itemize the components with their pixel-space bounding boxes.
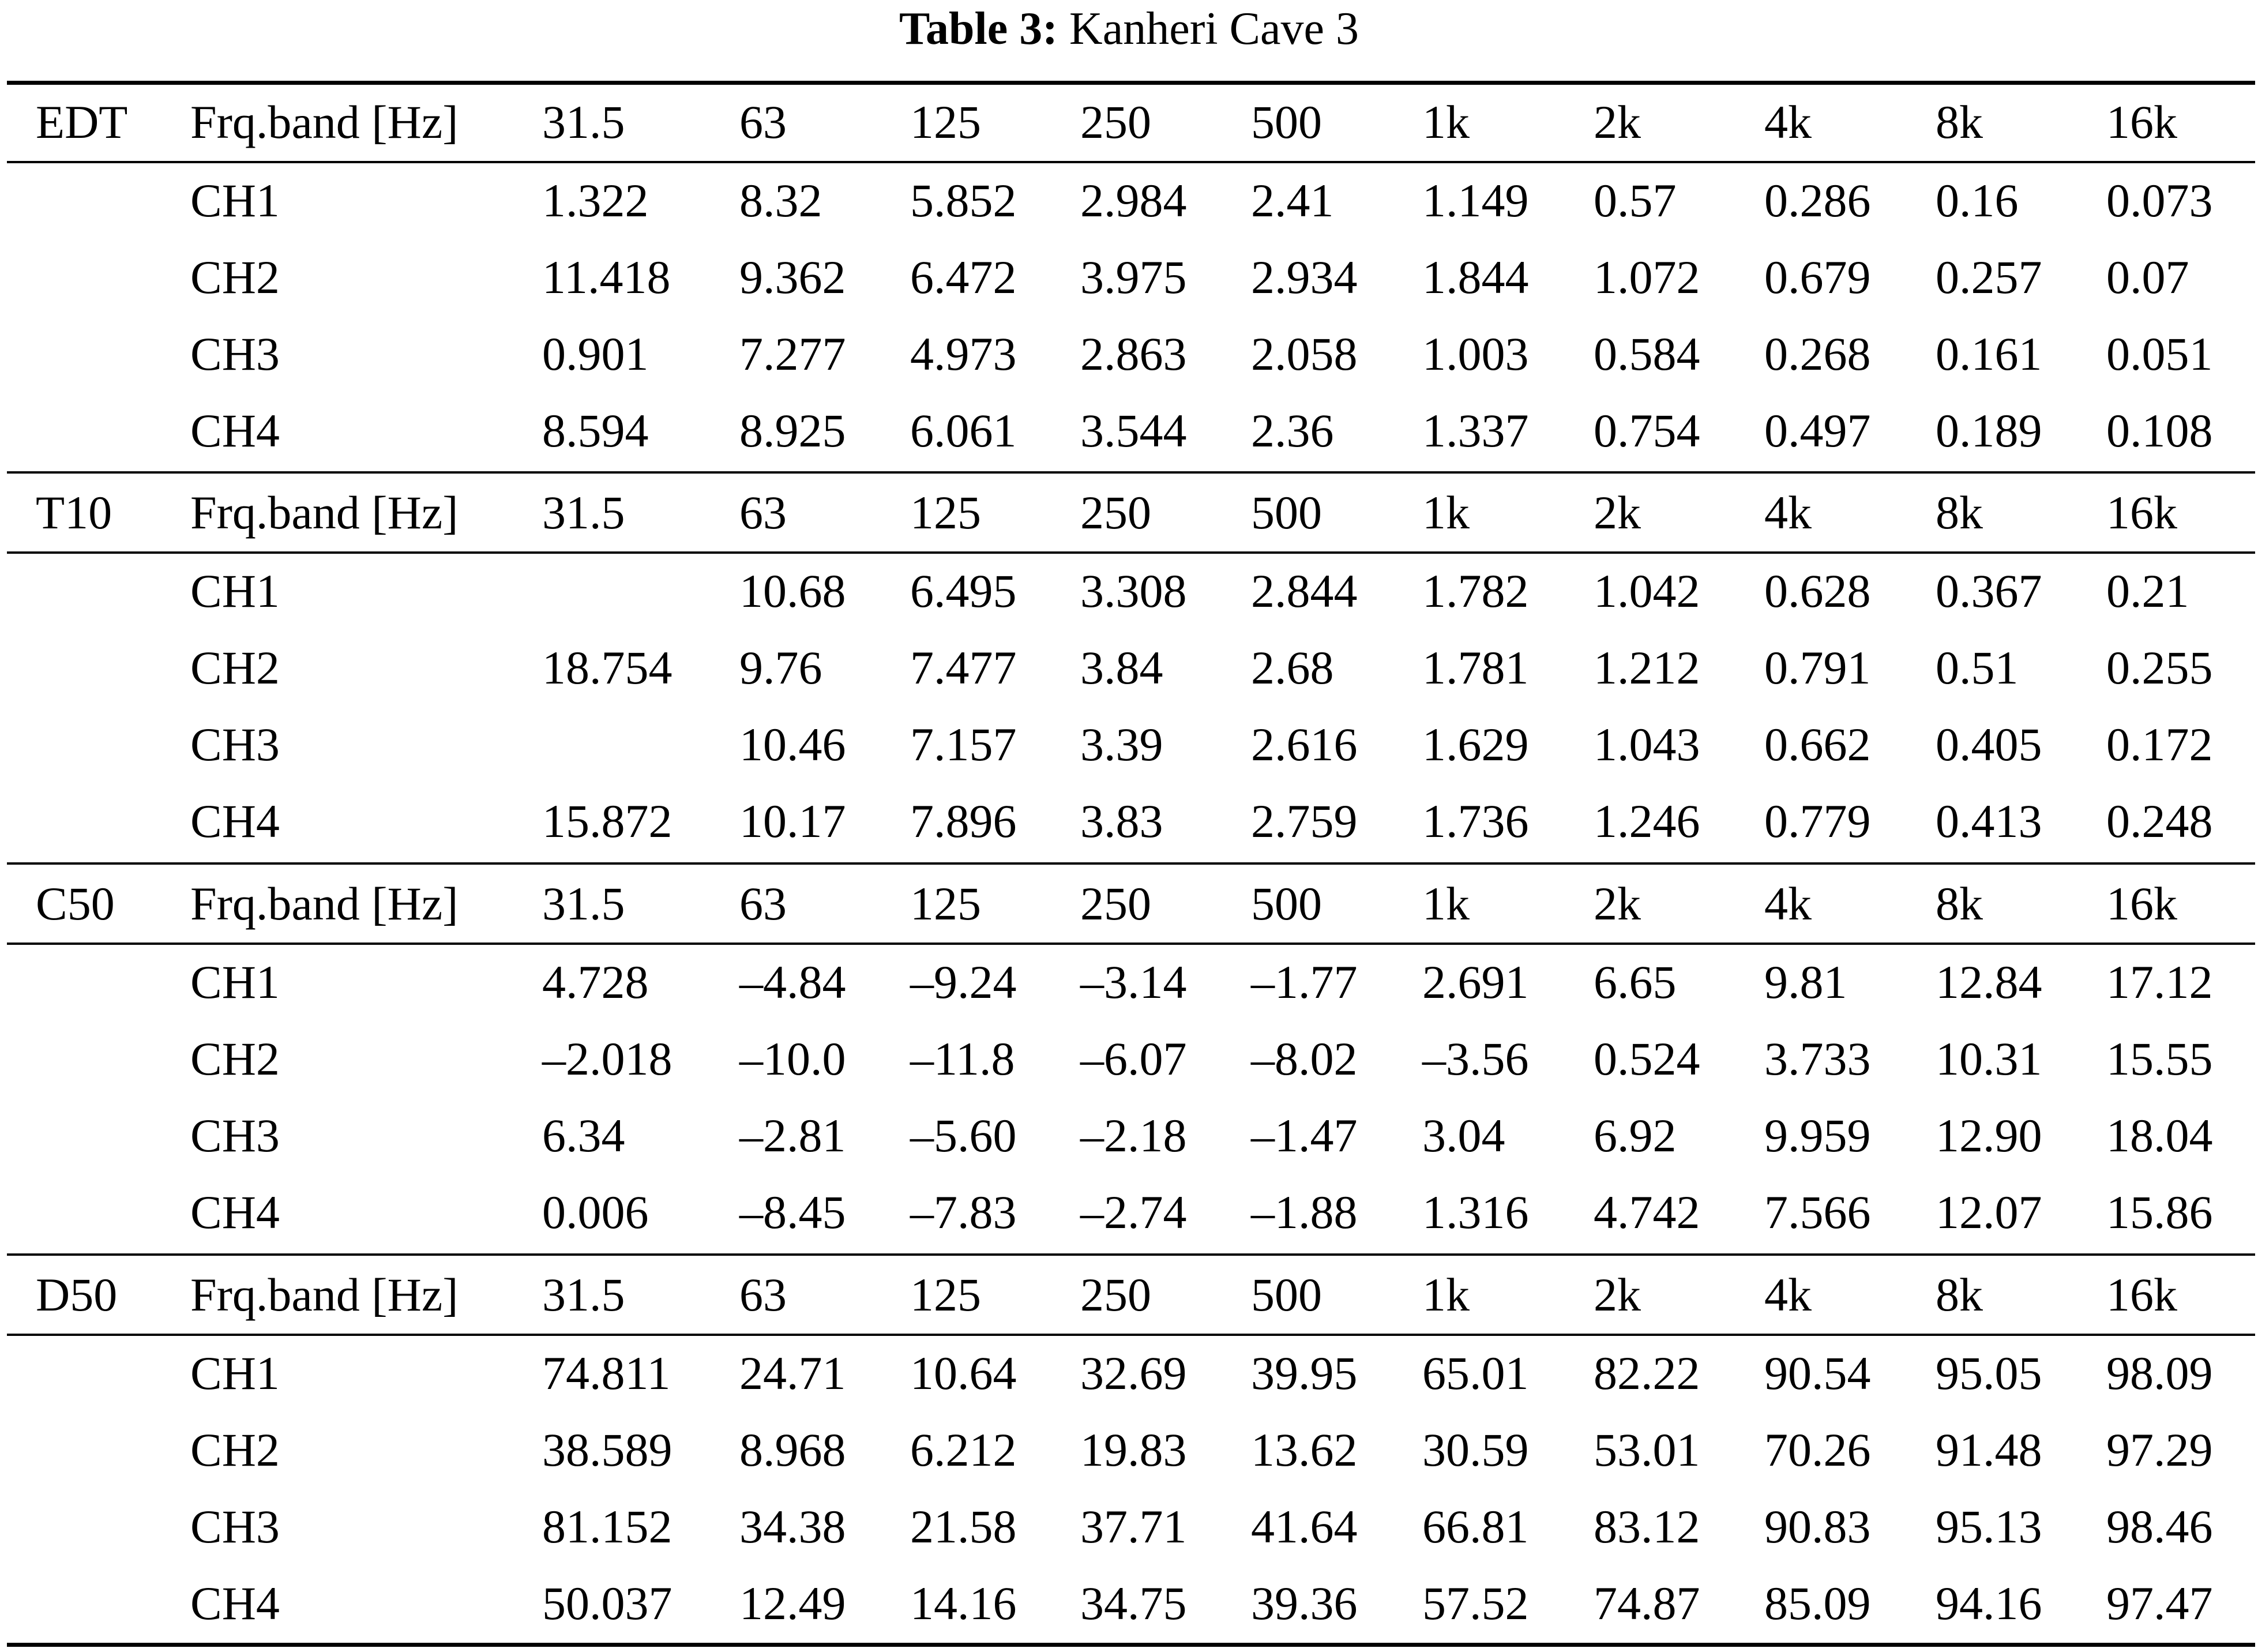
value-cell: 5.852: [910, 174, 1017, 227]
value-cell: 11.418: [542, 251, 671, 303]
band-cell: 500: [1251, 96, 1322, 148]
channel-label: CH2: [190, 1032, 280, 1085]
value-cell: 7.157: [910, 718, 1017, 771]
value-cell: 2.41: [1251, 174, 1334, 227]
value-cell: –9.24: [910, 956, 1017, 1008]
value-cell: 41.64: [1251, 1500, 1358, 1553]
band-label: Frq.band [Hz]: [190, 486, 459, 539]
value-cell: 0.161: [1936, 328, 2042, 380]
value-cell: 30.59: [1422, 1424, 1529, 1476]
value-cell: 85.09: [1764, 1577, 1871, 1630]
value-cell: –3.14: [1080, 956, 1187, 1008]
value-cell: 0.257: [1936, 251, 2042, 303]
section-header-row: [0, 85, 2258, 161]
value-cell: –5.60: [910, 1109, 1017, 1162]
value-cell: –2.74: [1080, 1186, 1187, 1238]
value-cell: 0.901: [542, 328, 649, 380]
band-cell: 4k: [1764, 1268, 1812, 1321]
value-cell: 0.172: [2106, 718, 2213, 771]
value-cell: –8.45: [739, 1186, 846, 1238]
value-cell: 1.782: [1422, 565, 1529, 617]
value-cell: 15.86: [2106, 1186, 2213, 1238]
top-rule: [7, 81, 2255, 85]
section-header-row: [0, 475, 2258, 551]
section-divider-rule: [7, 1253, 2255, 1256]
band-cell: 63: [739, 877, 787, 930]
band-cell: 31.5: [542, 877, 625, 930]
value-cell: 2.759: [1251, 795, 1358, 847]
band-cell: 250: [1080, 96, 1151, 148]
value-cell: 82.22: [1594, 1347, 1700, 1399]
value-cell: 13.62: [1251, 1424, 1358, 1476]
value-cell: 7.277: [739, 328, 846, 380]
value-cell: 90.83: [1764, 1500, 1871, 1553]
value-cell: 10.17: [739, 795, 846, 847]
value-cell: 74.811: [542, 1347, 671, 1399]
value-cell: 83.12: [1594, 1500, 1700, 1553]
band-cell: 125: [910, 877, 981, 930]
value-cell: 0.07: [2106, 251, 2189, 303]
table-row: [0, 1566, 2258, 1643]
value-cell: 14.16: [910, 1577, 1017, 1630]
value-cell: 0.286: [1764, 174, 1871, 227]
value-cell: 0.073: [2106, 174, 2213, 227]
value-cell: 0.21: [2106, 565, 2189, 617]
value-cell: 3.83: [1080, 795, 1163, 847]
value-cell: 2.616: [1251, 718, 1358, 771]
value-cell: 50.037: [542, 1577, 672, 1630]
value-cell: 6.212: [910, 1424, 1017, 1476]
value-cell: 6.92: [1594, 1109, 1677, 1162]
value-cell: 0.497: [1764, 404, 1871, 457]
value-cell: 15.872: [542, 795, 672, 847]
table-row: [0, 317, 2258, 393]
value-cell: 57.52: [1422, 1577, 1529, 1630]
value-cell: 8.925: [739, 404, 846, 457]
band-cell: 500: [1251, 1268, 1322, 1321]
value-cell: –6.07: [1080, 1032, 1187, 1085]
table-row: [0, 1022, 2258, 1098]
band-cell: 250: [1080, 877, 1151, 930]
value-cell: 24.71: [739, 1347, 846, 1399]
value-cell: 10.31: [1936, 1032, 2042, 1085]
value-cell: 6.65: [1594, 956, 1677, 1008]
band-cell: 31.5: [542, 486, 625, 539]
value-cell: 4.973: [910, 328, 1017, 380]
section-header-row: [0, 866, 2258, 943]
value-cell: 1.736: [1422, 795, 1529, 847]
table-row: [0, 1336, 2258, 1413]
channel-label: CH4: [190, 404, 280, 457]
value-cell: 7.896: [910, 795, 1017, 847]
band-cell: 8k: [1936, 96, 1983, 148]
band-label: Frq.band [Hz]: [190, 96, 459, 148]
value-cell: 12.49: [739, 1577, 846, 1630]
value-cell: 3.733: [1764, 1032, 1871, 1085]
band-cell: 31.5: [542, 96, 625, 148]
band-cell: 4k: [1764, 877, 1812, 930]
section-header-row: [0, 1257, 2258, 1334]
table-row: [0, 163, 2258, 240]
band-cell: 16k: [2106, 486, 2177, 539]
value-cell: 3.04: [1422, 1109, 1505, 1162]
value-cell: 98.09: [2106, 1347, 2213, 1399]
value-cell: 81.152: [542, 1500, 672, 1553]
section-divider-rule: [7, 471, 2255, 474]
value-cell: 10.68: [739, 565, 846, 617]
band-label: Frq.band [Hz]: [190, 877, 459, 930]
band-cell: 8k: [1936, 1268, 1983, 1321]
value-cell: 0.754: [1594, 404, 1700, 457]
value-cell: 3.39: [1080, 718, 1163, 771]
value-cell: 3.975: [1080, 251, 1187, 303]
table-row: [0, 1175, 2258, 1252]
band-cell: 63: [739, 1268, 787, 1321]
value-cell: –11.8: [910, 1032, 1015, 1085]
value-cell: 1.316: [1422, 1186, 1529, 1238]
value-cell: 6.495: [910, 565, 1017, 617]
value-cell: 10.64: [910, 1347, 1017, 1399]
value-cell: 2.36: [1251, 404, 1334, 457]
value-cell: 0.16: [1936, 174, 2019, 227]
value-cell: –1.77: [1251, 956, 1358, 1008]
value-cell: 3.308: [1080, 565, 1187, 617]
value-cell: 1.246: [1594, 795, 1700, 847]
value-cell: 1.781: [1422, 641, 1529, 694]
value-cell: 10.46: [739, 718, 846, 771]
value-cell: 1.322: [542, 174, 649, 227]
value-cell: –2.18: [1080, 1109, 1187, 1162]
value-cell: 0.405: [1936, 718, 2042, 771]
value-cell: 15.55: [2106, 1032, 2213, 1085]
band-cell: 1k: [1422, 1268, 1470, 1321]
value-cell: 98.46: [2106, 1500, 2213, 1553]
value-cell: 1.042: [1594, 565, 1700, 617]
band-cell: 2k: [1594, 486, 1641, 539]
value-cell: 94.16: [1936, 1577, 2042, 1630]
metric-label: C50: [36, 877, 115, 930]
value-cell: 8.594: [542, 404, 649, 457]
value-cell: 2.691: [1422, 956, 1529, 1008]
value-cell: 19.83: [1080, 1424, 1187, 1476]
channel-label: CH1: [190, 174, 280, 227]
value-cell: 7.566: [1764, 1186, 1871, 1238]
band-cell: 250: [1080, 486, 1151, 539]
value-cell: 18.04: [2106, 1109, 2213, 1162]
value-cell: 2.058: [1251, 328, 1358, 380]
band-cell: 63: [739, 486, 787, 539]
table-row: [0, 707, 2258, 784]
value-cell: 0.779: [1764, 795, 1871, 847]
channel-label: CH3: [190, 718, 280, 771]
value-cell: 34.38: [739, 1500, 846, 1553]
value-cell: 1.337: [1422, 404, 1529, 457]
value-cell: 1.003: [1422, 328, 1529, 380]
band-cell: 2k: [1594, 96, 1641, 148]
band-cell: 250: [1080, 1268, 1151, 1321]
value-cell: 9.362: [739, 251, 846, 303]
section-divider-rule: [7, 862, 2255, 865]
value-cell: 90.54: [1764, 1347, 1871, 1399]
channel-label: CH4: [190, 1577, 280, 1630]
table-row: [0, 945, 2258, 1022]
band-cell: 1k: [1422, 877, 1470, 930]
value-cell: 0.413: [1936, 795, 2042, 847]
value-cell: 97.47: [2106, 1577, 2213, 1630]
band-cell: 63: [739, 96, 787, 148]
value-cell: –7.83: [910, 1186, 1017, 1238]
value-cell: 0.524: [1594, 1032, 1700, 1085]
value-cell: –1.88: [1251, 1186, 1358, 1238]
value-cell: 2.934: [1251, 251, 1358, 303]
band-cell: 2k: [1594, 877, 1641, 930]
bottom-rule: [7, 1643, 2255, 1647]
value-cell: 0.108: [2106, 404, 2213, 457]
value-cell: 0.367: [1936, 565, 2042, 617]
band-cell: 1k: [1422, 486, 1470, 539]
value-cell: –1.47: [1251, 1109, 1358, 1162]
value-cell: 37.71: [1080, 1500, 1187, 1553]
value-cell: 2.844: [1251, 565, 1358, 617]
value-cell: 1.072: [1594, 251, 1700, 303]
channel-label: CH2: [190, 1424, 280, 1476]
value-cell: 2.68: [1251, 641, 1334, 694]
channel-label: CH4: [190, 795, 280, 847]
value-cell: 2.863: [1080, 328, 1187, 380]
value-cell: 74.87: [1594, 1577, 1700, 1630]
value-cell: 0.051: [2106, 328, 2213, 380]
metric-label: T10: [36, 486, 112, 539]
channel-label: CH2: [190, 641, 280, 694]
band-label: Frq.band [Hz]: [190, 1268, 459, 1321]
band-cell: 125: [910, 96, 981, 148]
value-cell: 0.628: [1764, 565, 1871, 617]
value-cell: 9.76: [739, 641, 822, 694]
value-cell: 0.189: [1936, 404, 2042, 457]
table-row: [0, 554, 2258, 630]
band-cell: 31.5: [542, 1268, 625, 1321]
band-cell: 500: [1251, 877, 1322, 930]
value-cell: 4.728: [542, 956, 649, 1008]
channel-label: CH1: [190, 1347, 280, 1399]
value-cell: 9.81: [1764, 956, 1847, 1008]
value-cell: –4.84: [739, 956, 846, 1008]
value-cell: 0.268: [1764, 328, 1871, 380]
table-row: [0, 630, 2258, 707]
value-cell: 12.90: [1936, 1109, 2042, 1162]
channel-label: CH3: [190, 328, 280, 380]
value-cell: 70.26: [1764, 1424, 1871, 1476]
table-title: [0, 0, 2258, 58]
table-title-text: Kanheri Cave 3: [1069, 3, 1359, 54]
table-row: [0, 240, 2258, 317]
channel-label: CH4: [190, 1186, 280, 1238]
channel-label: CH3: [190, 1500, 280, 1553]
value-cell: –10.0: [739, 1032, 846, 1085]
value-cell: 0.255: [2106, 641, 2213, 694]
table-row: [0, 1489, 2258, 1566]
value-cell: 0.679: [1764, 251, 1871, 303]
value-cell: 3.544: [1080, 404, 1187, 457]
value-cell: 34.75: [1080, 1577, 1187, 1630]
value-cell: 4.742: [1594, 1186, 1700, 1238]
band-cell: 125: [910, 486, 981, 539]
value-cell: 6.472: [910, 251, 1017, 303]
band-cell: 16k: [2106, 877, 2177, 930]
value-cell: –8.02: [1251, 1032, 1358, 1085]
value-cell: 95.13: [1936, 1500, 2042, 1553]
channel-label: CH1: [190, 956, 280, 1008]
value-cell: 66.81: [1422, 1500, 1529, 1553]
channel-label: CH2: [190, 251, 280, 303]
value-cell: 0.791: [1764, 641, 1871, 694]
value-cell: 0.584: [1594, 328, 1700, 380]
value-cell: 1.043: [1594, 718, 1700, 771]
band-cell: 500: [1251, 486, 1322, 539]
value-cell: –2.018: [542, 1032, 672, 1085]
band-cell: 125: [910, 1268, 981, 1321]
value-cell: 1.212: [1594, 641, 1700, 694]
metric-label: D50: [36, 1268, 118, 1321]
value-cell: 32.69: [1080, 1347, 1187, 1399]
value-cell: 8.968: [739, 1424, 846, 1476]
value-cell: 12.07: [1936, 1186, 2042, 1238]
value-cell: 91.48: [1936, 1424, 2042, 1476]
value-cell: 39.95: [1251, 1347, 1358, 1399]
value-cell: 97.29: [2106, 1424, 2213, 1476]
channel-label: CH3: [190, 1109, 280, 1162]
value-cell: 0.662: [1764, 718, 1871, 771]
band-cell: 4k: [1764, 96, 1812, 148]
value-cell: 6.061: [910, 404, 1017, 457]
table-row: [0, 1098, 2258, 1175]
channel-label: CH1: [190, 565, 280, 617]
value-cell: 17.12: [2106, 956, 2213, 1008]
value-cell: 39.36: [1251, 1577, 1358, 1630]
value-cell: 9.959: [1764, 1109, 1871, 1162]
value-cell: 95.05: [1936, 1347, 2042, 1399]
value-cell: 38.589: [542, 1424, 672, 1476]
value-cell: 1.629: [1422, 718, 1529, 771]
value-cell: 6.34: [542, 1109, 625, 1162]
value-cell: 0.57: [1594, 174, 1677, 227]
value-cell: 12.84: [1936, 956, 2042, 1008]
value-cell: 1.844: [1422, 251, 1529, 303]
band-cell: 4k: [1764, 486, 1812, 539]
band-cell: 8k: [1936, 486, 1983, 539]
value-cell: 1.149: [1422, 174, 1529, 227]
value-cell: –3.56: [1422, 1032, 1529, 1085]
value-cell: 0.006: [542, 1186, 649, 1238]
value-cell: 0.51: [1936, 641, 2019, 694]
value-cell: 8.32: [739, 174, 822, 227]
band-cell: 1k: [1422, 96, 1470, 148]
value-cell: 2.984: [1080, 174, 1187, 227]
value-cell: –2.81: [739, 1109, 846, 1162]
band-cell: 16k: [2106, 96, 2177, 148]
band-cell: 8k: [1936, 877, 1983, 930]
value-cell: 3.84: [1080, 641, 1163, 694]
table-row: [0, 784, 2258, 861]
band-cell: 2k: [1594, 1268, 1641, 1321]
value-cell: 53.01: [1594, 1424, 1700, 1476]
band-cell: 16k: [2106, 1268, 2177, 1321]
metric-label: EDT: [36, 96, 128, 148]
value-cell: 18.754: [542, 641, 672, 694]
value-cell: 7.477: [910, 641, 1017, 694]
table-row: [0, 1413, 2258, 1489]
value-cell: 21.58: [910, 1500, 1017, 1553]
table-title-label: Table 3:: [899, 3, 1058, 54]
value-cell: 0.248: [2106, 795, 2213, 847]
value-cell: 65.01: [1422, 1347, 1529, 1399]
table-row: [0, 393, 2258, 470]
